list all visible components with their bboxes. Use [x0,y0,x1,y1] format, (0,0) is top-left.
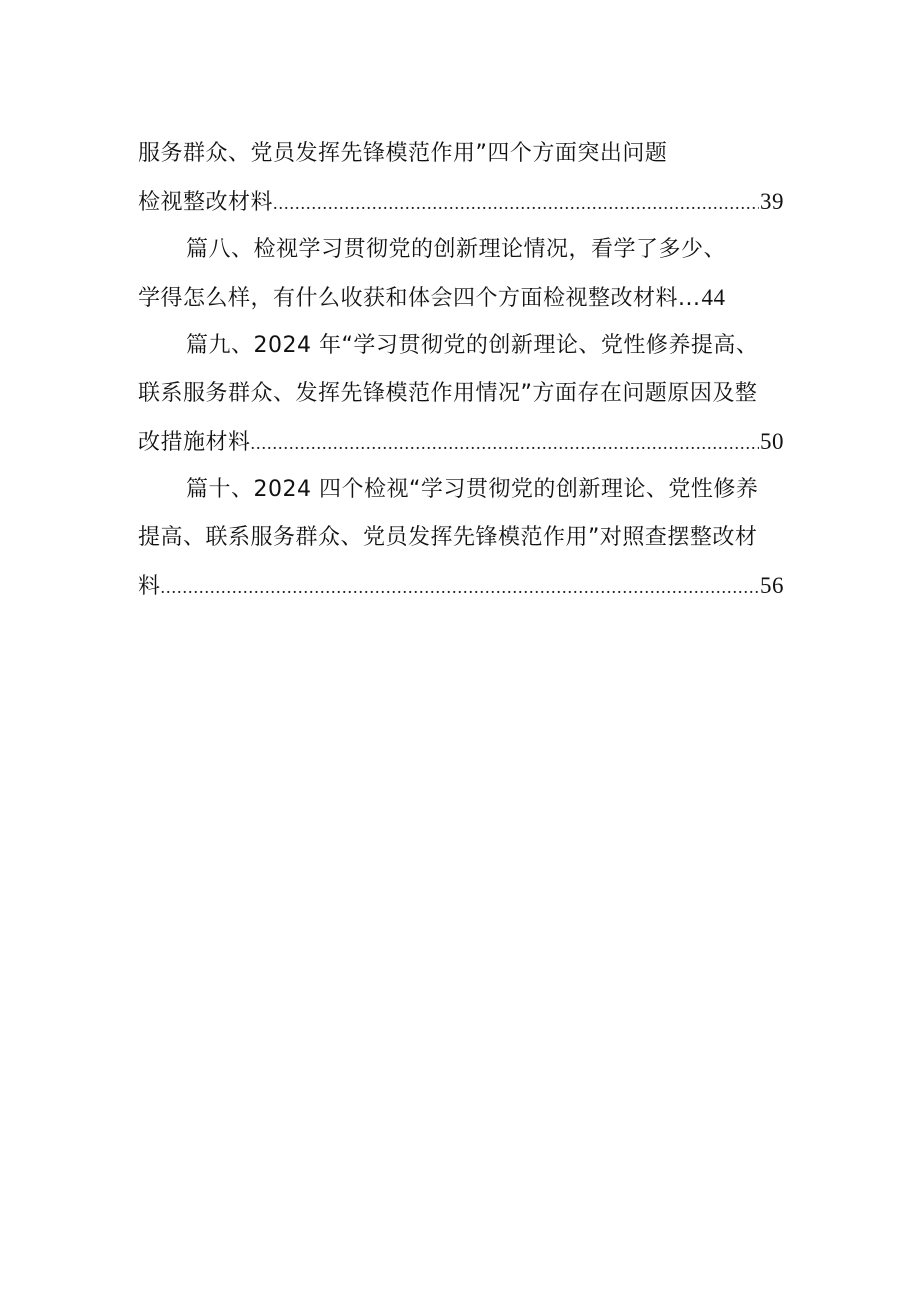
toc-entry-9-page-number: 50 [760,429,784,454]
toc-entry-7-page-number: 39 [760,189,784,214]
toc-leader-dots [161,563,759,610]
toc-leader-dots [251,419,759,466]
toc-entry-9-line-3[interactable] [138,418,784,466]
table-of-contents [138,130,784,610]
toc-leader-dots [273,179,759,226]
toc-entry-10-line-2[interactable]: 提高、联系服务群众、党员发挥先锋模范作用”对照查摆整改材 [138,525,758,550]
toc-entry-8-line-1[interactable]: 篇八、检视学习贯彻党的创新理论情况，看学了多少、 [186,237,727,262]
toc-entry-8-page-number: 44 [701,285,726,310]
toc-entry-7-line-2[interactable] [138,178,784,226]
toc-entry-8-title-end: 学得怎么样，有什么收获和体会四个方面检视整改材料... [138,286,701,311]
toc-entry-10-line-1[interactable]: 篇十、2024 四个检视“学习贯彻党的创新理论、党性修养 [186,477,759,502]
toc-entry-10-line-3[interactable] [138,562,784,610]
toc-entry-10-title-end: 料 [138,574,161,599]
toc-entry-7-title-end: 检视整改材料 [138,190,274,215]
toc-entry-9-title-end: 改措施材料 [138,430,251,455]
toc-entry-10-page-number: 56 [760,573,784,598]
toc-entry-7-line-1: 服务群众、党员发挥先锋模范作用”四个方面突出问题 [138,141,668,166]
toc-entry-8-line-2[interactable] [138,274,784,322]
toc-entry-9-line-2[interactable]: 联系服务群众、发挥先锋模范作用情况”方面存在问题原因及整 [138,381,758,406]
toc-entry-9-line-1[interactable]: 篇九、2024 年“学习贯彻党的创新理论、党性修养提高、 [186,333,759,358]
